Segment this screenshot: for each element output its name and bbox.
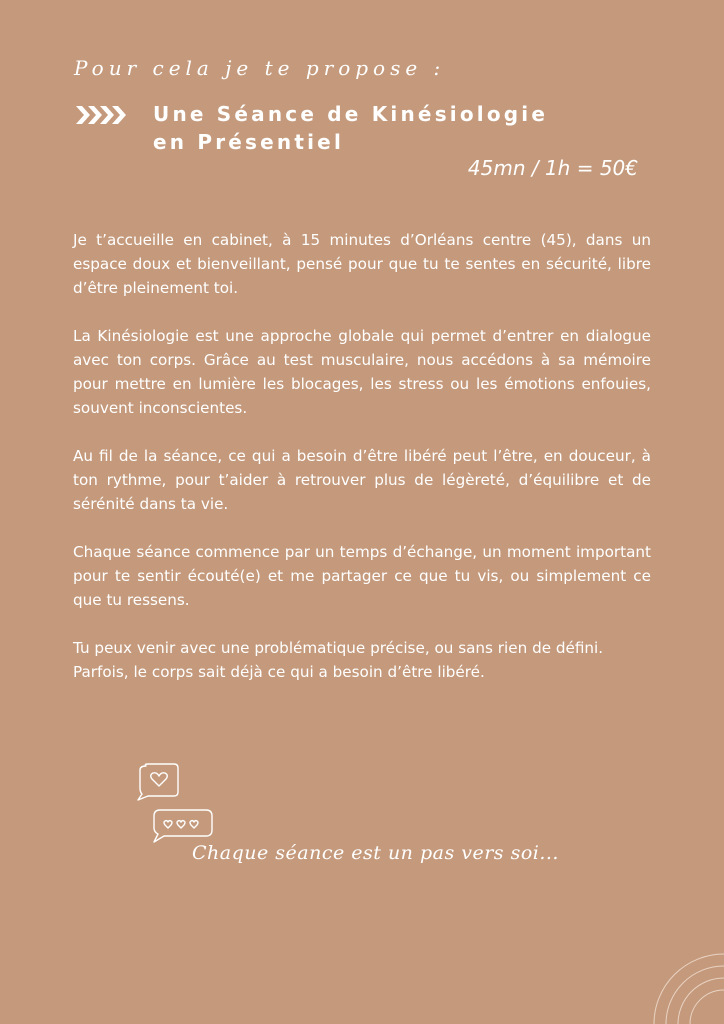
paragraph-session: Au fil de la séance, ce qui a besoin d’être libéré peut l’être, en douceur, à ton rythme, pour t’aider à retrouver plus de légèreté, d’équilibre et de sérénité dans ta vie. bbox=[73, 447, 651, 513]
description bbox=[73, 228, 651, 684]
price-label: 45mn / 1h = 50€ bbox=[467, 156, 638, 180]
paragraph-body: Parfois, le corps sait déjà ce qui a besoin d’être libéré. bbox=[73, 663, 485, 681]
signature-text: Chaque séance est un pas vers soi... bbox=[192, 842, 559, 864]
paragraph-problem: Tu peux venir avec une problématique précise, ou sans rien de défini. bbox=[73, 639, 604, 657]
speech-bubble-heart-icon bbox=[138, 764, 178, 800]
concentric-arcs-icon bbox=[644, 944, 724, 1024]
chevron-arrows-icon bbox=[76, 106, 124, 124]
speech-bubbles-icon bbox=[130, 760, 230, 850]
paragraph-kinesiology: La Kinésiologie est une approche globale qui permet d’entrer en dialogue avec ton corps. Grâce au test musculaire, nous accédons à sa mémoire pour mettre en lumière les blocages, les stress ou les émotions enfouies, souvent inconscientes. bbox=[73, 327, 651, 417]
paragraph-welcome: Je t’accueille en cabinet, à 15 minutes d’Orléans centre (45), dans un espace doux et bienveillant, pensé pour que tu te sentes en sécurité, libre d’être pleinement toi. bbox=[73, 231, 651, 297]
title-line-2: en Présentiel bbox=[153, 130, 344, 154]
page-title bbox=[153, 100, 548, 156]
intro-text: Pour cela je te propose : bbox=[74, 56, 446, 80]
speech-bubble-hearts-icon bbox=[154, 810, 212, 842]
paragraph-exchange: Chaque séance commence par un temps d’échange, un moment important pour te sentir écouté(e) et me partager ce que tu vis, ou simplement ce que tu ressens. bbox=[73, 543, 651, 609]
title-line-1: Une Séance de Kinésiologie bbox=[153, 102, 549, 126]
